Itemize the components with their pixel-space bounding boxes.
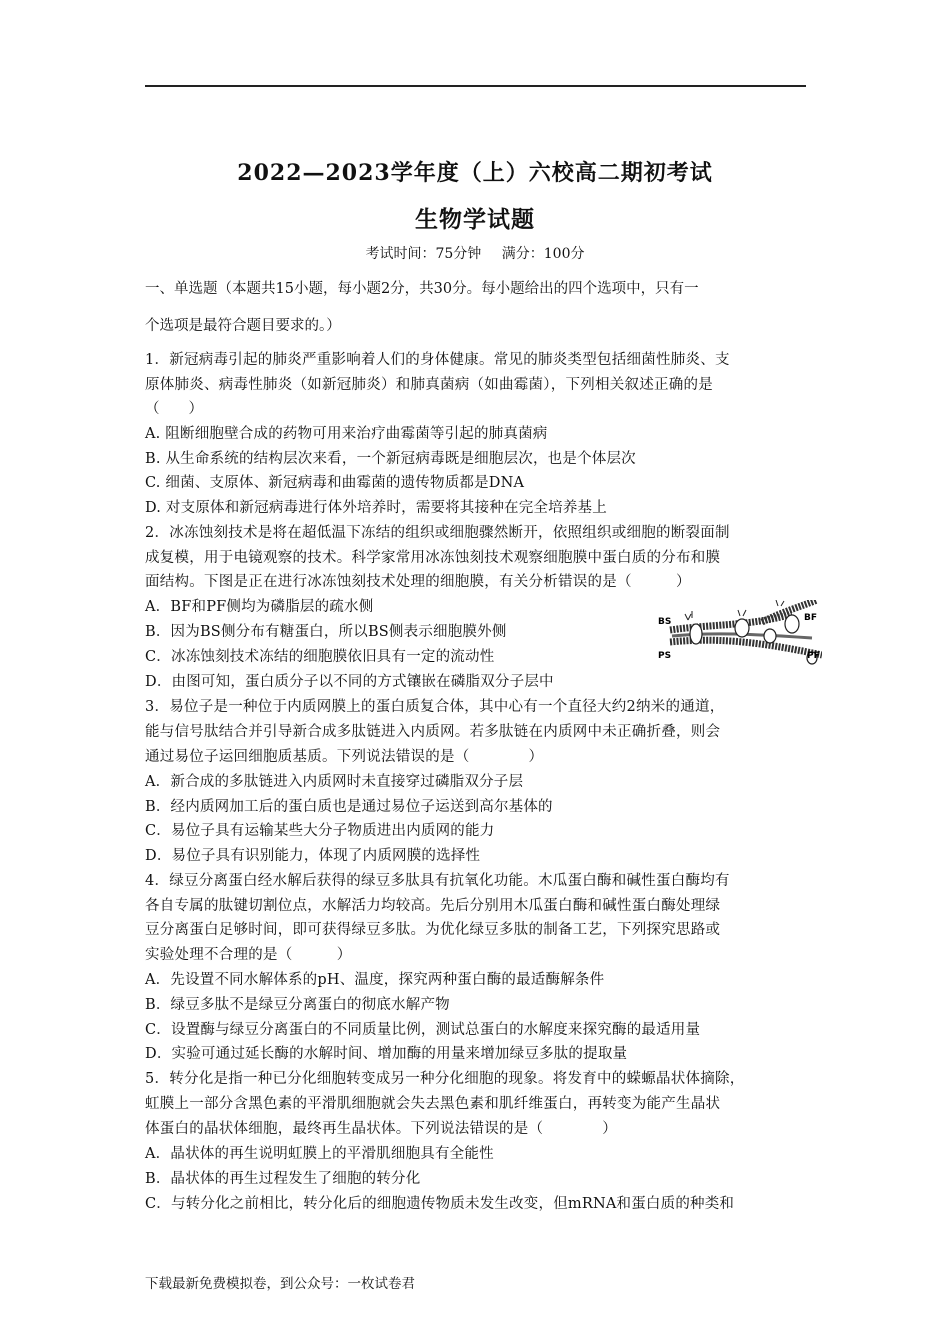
glycoprotein-branch <box>738 610 746 616</box>
q4-option-d: D．实验可通过延长酶的水解时间、增加酶的用量来增加绿豆多肽的提取量 <box>145 1046 628 1062</box>
section-heading-line1: 一、单选题（本题共15小题，每小题2分，共30分。每小题给出的四个选项中，只有一 <box>145 281 699 297</box>
q2-option-d: D．由图可知，蛋白质分子以不同的方式镶嵌在磷脂双分子层中 <box>145 674 554 690</box>
glycoprotein-branch <box>685 611 692 620</box>
q5-option-a: A．晶状体的再生说明虹膜上的平滑肌细胞具有全能性 <box>145 1146 494 1162</box>
exam-score: 满分：100分 <box>501 246 585 262</box>
q4-option-c: C．设置酶与绿豆分离蛋白的不同质量比例，测试总蛋白的水解度来探究酶的最适用量 <box>145 1022 701 1038</box>
q2-option-c: C．冰冻蚀刻技术冻结的细胞膜依旧具有一定的流动性 <box>145 649 495 665</box>
q4-option-a: A．先设置不同水解体系的pH、温度，探究两种蛋白酶的最适酶解条件 <box>145 972 605 988</box>
label-bs: BS <box>658 617 672 627</box>
membrane-freeze-etch-diagram <box>652 600 822 675</box>
header-rule <box>145 85 806 87</box>
q2-stem-line2: 成复模，用于电镜观察的技术。科学家常用冰冻蚀刻技术观察细胞膜中蛋白质的分布和膜 <box>145 550 721 566</box>
q1-option-d: D. 对支原体和新冠病毒进行体外培养时，需要将其接种在完全培养基上 <box>145 500 607 516</box>
q3-option-a: A．新合成的多肽链进入内质网时未直接穿过磷脂双分子层 <box>145 774 524 790</box>
label-pf: PF <box>807 651 820 661</box>
membrane-protein <box>735 619 749 637</box>
q1-stem-line1: 1．新冠病毒引起的肺炎严重影响着人们的身体健康。常见的肺炎类型包括细菌性肺炎、支 <box>145 352 730 368</box>
exam-time: 考试时间：75分钟 <box>365 246 482 262</box>
exam-meta <box>0 243 950 263</box>
subject-title: 生物学试题 <box>415 206 535 233</box>
q3-stem-line3: 通过易位子运回细胞质基质。下列说法错误的是（ ） <box>145 749 544 765</box>
q3-option-c: C．易位子具有运输某些大分子物质进出内质网的能力 <box>145 823 495 839</box>
label-bf: BF <box>804 613 818 623</box>
q4-option-b: B．绿豆多肽不是绿豆分离蛋白的彻底水解产物 <box>145 997 450 1013</box>
q3-option-d: D．易位子具有识别能力，体现了内质网膜的选择性 <box>145 848 481 864</box>
q1-stem-line3: （ ） <box>145 401 203 417</box>
q5-option-c: C．与转分化之前相比，转分化后的细胞遗传物质未发生改变，但mRNA和蛋白质的种类和 <box>145 1196 735 1212</box>
q5-stem-line3: 体蛋白的晶状体细胞，最终再生晶状体。下列说法错误的是（ ） <box>145 1121 617 1137</box>
section-heading-line2: 个选项是最符合题目要求的。） <box>145 318 341 334</box>
q5-stem-line2: 虹膜上一部分含黑色素的平滑肌细胞就会失去黑色素和肌纤维蛋白，再转变为能产生晶状 <box>145 1096 721 1112</box>
q2-option-a: A．BF和PF侧均为磷脂层的疏水侧 <box>145 599 374 615</box>
q3-option-b: B．经内质网加工后的蛋白质也是通过易位子运送到高尔基体的 <box>145 799 553 815</box>
glycoprotein-branch <box>776 600 784 606</box>
q5-stem-line1: 5．转分化是指一种已分化细胞转变成另一种分化细胞的现象。将发育中的蝾螈晶状体摘除， <box>145 1071 745 1087</box>
q2-option-b: B．因为BS侧分布有糖蛋白，所以BS侧表示细胞膜外侧 <box>145 624 507 640</box>
q1-option-a: A. 阻断细胞壁合成的药物可用来治疗曲霉菌等引起的肺真菌病 <box>145 426 548 442</box>
q2-stem-line3: 面结构。下图是正在进行冰冻蚀刻技术处理的细胞膜，有关分析错误的是（ ） <box>145 574 691 590</box>
label-ps: PS <box>658 651 672 661</box>
q4-stem-line4: 实验处理不合理的是（ ） <box>145 947 352 963</box>
q3-stem-line1: 3．易位子是一种位于内质网膜上的蛋白质复合体，其中心有一个直径大约2纳米的通道， <box>145 699 725 715</box>
membrane-protein <box>690 624 702 644</box>
footer-note: 下载最新免费模拟卷，到公众号：一枚试卷君 <box>145 1276 415 1292</box>
membrane-protein <box>764 629 776 643</box>
q1-option-c: C. 细菌、支原体、新冠病毒和曲霉菌的遗传物质都是DNA <box>145 475 525 491</box>
q2-stem-line1: 2．冰冻蚀刻技术是将在超低温下冻结的组织或细胞骤然断开，依照组织或细胞的断裂面制 <box>145 525 730 541</box>
q1-stem-line2: 原体肺炎、病毒性肺炎（如新冠肺炎）和肺真菌病（如曲霉菌），下列相关叙述正确的是 <box>145 377 713 393</box>
q5-option-b: B．晶状体的再生过程发生了细胞的转分化 <box>145 1171 421 1187</box>
q4-stem-line1: 4．绿豆分离蛋白经水解后获得的绿豆多肽具有抗氧化功能。木瓜蛋白酶和碱性蛋白酶均有 <box>145 873 730 889</box>
exam-title: 2022—2023学年度（上）六校高二期初考试 <box>237 160 713 186</box>
q4-stem-line2: 各自专属的肽键切割位点，水解活力均较高。先后分别用木瓜蛋白酶和碱性蛋白酶处理绿 <box>145 898 721 914</box>
q4-stem-line3: 豆分离蛋白足够时间，即可获得绿豆多肽。为优化绿豆多肽的制备工艺，下列探究思路或 <box>145 922 721 938</box>
q3-stem-line2: 能与信号肽结合并引导新合成多肽链进入内质网。若多肽链在内质网中未正确折叠，则会 <box>145 724 721 740</box>
q1-option-b: B. 从生命系统的结构层次来看，一个新冠病毒既是细胞层次，也是个体层次 <box>145 451 636 467</box>
membrane-protein <box>785 615 799 633</box>
